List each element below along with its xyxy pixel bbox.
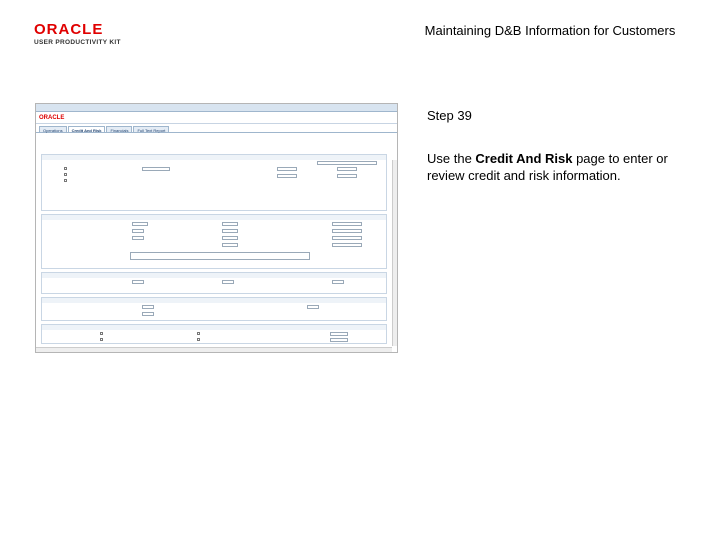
screenshot-field[interactable] [222,243,238,247]
screenshot-section-failure-risk-scores [41,297,387,321]
screenshot-checkbox[interactable] [64,167,67,170]
instruction-suffix: page to enter or review credit and risk information. [427,151,668,183]
screenshot-field[interactable] [332,236,362,240]
screenshot-horizontal-scrollbar[interactable] [36,347,392,352]
screenshot-field[interactable] [307,305,319,309]
screenshot-checkbox[interactable] [100,338,103,341]
application-screenshot [35,103,398,353]
screenshot-field[interactable] [222,236,238,240]
screenshot-section-payment-information [41,272,387,294]
screenshot-field[interactable] [132,236,144,240]
instruction-emphasis: Credit And Risk [475,151,573,166]
screenshot-tab-financials[interactable]: Financials [106,126,132,132]
screenshot-checkbox[interactable] [197,332,200,335]
screenshot-field[interactable] [332,280,344,284]
screenshot-section-credit-information [41,214,387,269]
screenshot-field[interactable] [132,280,144,284]
screenshot-field[interactable] [332,229,362,233]
screenshot-field[interactable] [222,222,238,226]
oracle-logo-text: ORACLE [34,21,104,38]
screenshot-brand-row [36,112,397,124]
screenshot-oracle-logo: ORACLE [39,114,65,121]
screenshot-field[interactable] [337,174,357,178]
screenshot-field[interactable] [277,167,297,171]
screenshot-comment-field[interactable] [130,252,310,260]
oracle-upk-logo [34,22,124,48]
screenshot-tab-credit-and-risk[interactable]: Credit And Risk [68,126,106,132]
screenshot-field[interactable] [332,243,362,247]
upk-logo-text: USER PRODUCTIVITY KIT [34,39,121,46]
screenshot-tab-operations[interactable]: Operations [39,126,67,132]
screenshot-field[interactable] [330,338,348,342]
screenshot-vertical-scrollbar[interactable] [392,160,397,346]
screenshot-tab-bar [36,124,397,133]
screenshot-field[interactable] [142,312,154,316]
screenshot-field[interactable] [222,280,234,284]
screenshot-checkbox[interactable] [64,179,67,182]
screenshot-checkbox[interactable] [64,173,67,176]
screenshot-field[interactable] [332,222,362,226]
screenshot-nav-bar [36,104,397,112]
step-instruction [427,150,697,184]
screenshot-section-special-information [41,324,387,344]
instruction-prefix: Use the [427,151,476,166]
screenshot-field[interactable] [330,332,348,336]
screenshot-checkbox[interactable] [197,338,200,341]
screenshot-checkbox[interactable] [100,332,103,335]
screenshot-field[interactable] [132,222,148,226]
screenshot-field[interactable] [317,161,377,165]
screenshot-section-legal-proceedings [41,154,387,211]
screenshot-field[interactable] [142,305,154,309]
screenshot-field[interactable] [222,229,238,233]
screenshot-field[interactable] [132,229,144,233]
screenshot-field[interactable] [277,174,297,178]
screenshot-field[interactable] [142,167,170,171]
step-label: Step 39 [427,108,472,123]
screenshot-field[interactable] [337,167,357,171]
screenshot-tab-full-text-report[interactable]: Full Text Report [133,126,169,132]
page-title: Maintaining D&B Information for Customers [424,23,676,38]
